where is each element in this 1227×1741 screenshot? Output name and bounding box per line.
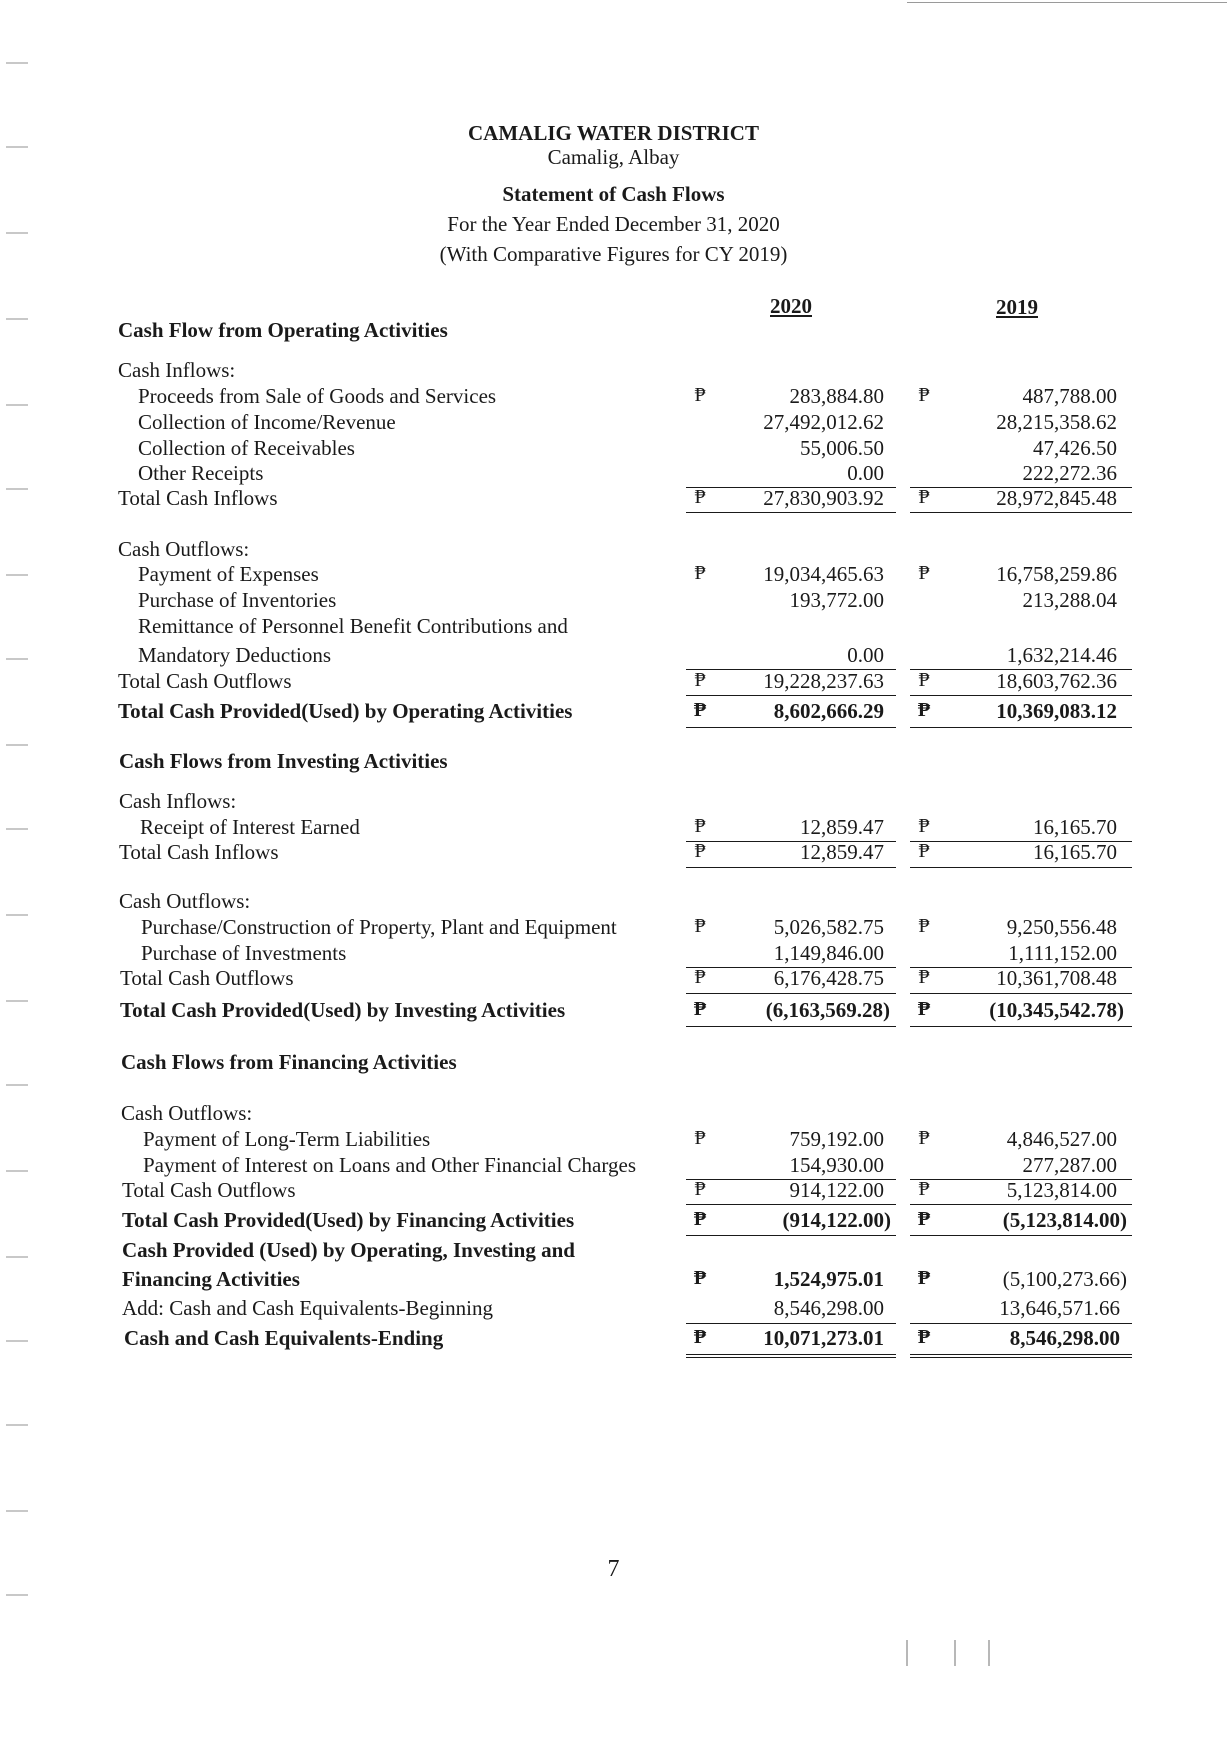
amount-2019: 28,215,358.62 bbox=[996, 410, 1117, 434]
grand-total-double-rule bbox=[910, 1354, 1132, 1358]
total-label: Total Cash Inflows bbox=[119, 840, 279, 864]
amount-2019: 10,361,708.48 bbox=[996, 966, 1117, 990]
peso-sign: ₱ bbox=[917, 699, 931, 721]
line-item bbox=[0, 562, 1227, 589]
section-title: Cash Flows from Financing Activities bbox=[121, 1050, 457, 1074]
peso-sign: ₱ bbox=[693, 1326, 707, 1348]
peso-sign: ₱ bbox=[694, 840, 706, 862]
subtotal-rule bbox=[686, 1323, 896, 1324]
amount-2020: 10,071,273.01 bbox=[763, 1326, 884, 1350]
entity-location: Camalig, Albay bbox=[547, 145, 680, 169]
line-item-label: Other Receipts bbox=[138, 461, 264, 485]
column-heading-2019: 2019 bbox=[996, 295, 1038, 319]
net-total-row bbox=[0, 699, 1227, 726]
scan-tick bbox=[988, 1640, 990, 1666]
net-total-rule bbox=[686, 727, 896, 728]
line-item bbox=[0, 643, 1227, 670]
scan-edge-line bbox=[907, 2, 1227, 3]
scan-tick bbox=[906, 1640, 908, 1666]
amount-2019: 222,272.36 bbox=[1022, 461, 1117, 485]
line-item-label: Purchase/Construction of Property, Plant and Equipment bbox=[141, 915, 617, 939]
amount-2020: 193,772.00 bbox=[789, 588, 884, 612]
amount-2019: 47,426.50 bbox=[1033, 436, 1117, 460]
total-rule bbox=[910, 993, 1132, 994]
statement-title: Statement of Cash Flows bbox=[502, 182, 725, 206]
subsection-label: Cash Outflows: bbox=[118, 537, 250, 561]
peso-sign: ₱ bbox=[918, 486, 930, 508]
amount-2019: (5,123,814.00) bbox=[1002, 1208, 1127, 1232]
line-item bbox=[0, 436, 1227, 463]
total-rule bbox=[910, 695, 1132, 696]
amount-2020: 8,546,298.00 bbox=[773, 1296, 884, 1320]
total-rule bbox=[686, 512, 896, 513]
line-item bbox=[0, 461, 1227, 488]
peso-sign: ₱ bbox=[918, 1127, 930, 1149]
line-item-label: Receipt of Interest Earned bbox=[140, 815, 360, 839]
subsection-heading bbox=[0, 537, 1227, 564]
ending-label: Cash and Cash Equivalents-Ending bbox=[124, 1326, 444, 1350]
statement-period: For the Year Ended December 31, 2020 bbox=[447, 212, 780, 236]
peso-sign: ₱ bbox=[693, 699, 707, 721]
amount-2020: 8,602,666.29 bbox=[773, 699, 884, 723]
line-item-label: Collection of Income/Revenue bbox=[138, 410, 396, 434]
total-row bbox=[0, 966, 1227, 993]
line-item bbox=[0, 410, 1227, 437]
peso-sign: ₱ bbox=[917, 998, 931, 1020]
entity-name: CAMALIG WATER DISTRICT bbox=[468, 121, 759, 145]
amount-2020: 0.00 bbox=[847, 461, 884, 485]
subsection-heading bbox=[0, 889, 1227, 916]
peso-sign: ₱ bbox=[693, 1267, 707, 1289]
section-heading-investing bbox=[0, 749, 1227, 776]
line-item bbox=[0, 1153, 1227, 1180]
amount-2020: 27,830,903.92 bbox=[763, 486, 884, 510]
net-total-rule bbox=[910, 1235, 1132, 1236]
line-item-label: Payment of Interest on Loans and Other Financial Charges bbox=[143, 1153, 636, 1177]
total-rule bbox=[686, 867, 896, 868]
amount-2019: 18,603,762.36 bbox=[996, 669, 1117, 693]
total-rule bbox=[686, 695, 896, 696]
amount-2020: (914,122.00) bbox=[782, 1208, 891, 1232]
amount-2019: 213,288.04 bbox=[1022, 588, 1117, 612]
peso-sign: ₱ bbox=[918, 966, 930, 988]
line-item-label: Payment of Expenses bbox=[138, 562, 319, 586]
amount-2020: 19,228,237.63 bbox=[763, 669, 884, 693]
peso-sign: ₱ bbox=[917, 1208, 931, 1230]
net-total-row bbox=[0, 998, 1227, 1025]
subtotal-rule bbox=[910, 1323, 1132, 1324]
total-rule bbox=[910, 1204, 1132, 1205]
peso-sign: ₱ bbox=[693, 998, 707, 1020]
total-label: Total Cash Outflows bbox=[118, 669, 292, 693]
peso-sign: ₱ bbox=[918, 669, 930, 691]
summary-row-beginning bbox=[0, 1296, 1227, 1323]
combined-label-continued: Financing Activities bbox=[122, 1267, 300, 1291]
peso-sign: ₱ bbox=[918, 840, 930, 862]
section-title: Cash Flows from Investing Activities bbox=[119, 749, 448, 773]
peso-sign: ₱ bbox=[918, 815, 930, 837]
net-total-rule bbox=[686, 1026, 896, 1027]
amount-2020: 759,192.00 bbox=[789, 1127, 884, 1151]
binder-mark bbox=[6, 1510, 28, 1512]
subsection-heading bbox=[0, 789, 1227, 816]
comparative-note: (With Comparative Figures for CY 2019) bbox=[439, 242, 788, 266]
beginning-label: Add: Cash and Cash Equivalents-Beginning bbox=[122, 1296, 493, 1320]
amount-2019: 9,250,556.48 bbox=[1006, 915, 1117, 939]
summary-row-ending bbox=[0, 1326, 1227, 1353]
amount-2019: 28,972,845.48 bbox=[996, 486, 1117, 510]
net-total-rule bbox=[686, 1235, 896, 1236]
line-item-label: Proceeds from Sale of Goods and Services bbox=[138, 384, 497, 408]
total-rule bbox=[686, 993, 896, 994]
amount-2020: (6,163,569.28) bbox=[765, 998, 890, 1022]
section-title: Cash Flow from Operating Activities bbox=[118, 318, 448, 342]
total-row bbox=[0, 840, 1227, 867]
amount-2020: 55,006.50 bbox=[800, 436, 884, 460]
subsection-heading bbox=[0, 358, 1227, 385]
amount-2020: 12,859.47 bbox=[800, 815, 884, 839]
amount-2020: 283,884.80 bbox=[789, 384, 884, 408]
net-total-label: Total Cash Provided(Used) by Operating Activities bbox=[118, 699, 573, 723]
net-total-label: Total Cash Provided(Used) by Financing Activities bbox=[122, 1208, 575, 1232]
net-total-label: Total Cash Provided(Used) by Investing Activities bbox=[120, 998, 566, 1022]
peso-sign: ₱ bbox=[694, 1127, 706, 1149]
amount-2019: (5,100,273.66) bbox=[1002, 1267, 1127, 1291]
net-total-rule bbox=[910, 1026, 1132, 1027]
total-rule bbox=[910, 867, 1132, 868]
summary-heading-wrap bbox=[0, 1238, 1227, 1265]
line-item-wrap bbox=[0, 614, 1227, 641]
summary-row-combined bbox=[0, 1267, 1227, 1294]
net-total-row bbox=[0, 1208, 1227, 1235]
amount-2019: 487,788.00 bbox=[1022, 384, 1117, 408]
column-heading-2020: 2020 bbox=[770, 294, 812, 318]
subsection-label: Cash Inflows: bbox=[119, 789, 237, 813]
peso-sign: ₱ bbox=[918, 915, 930, 937]
peso-sign: ₱ bbox=[693, 1208, 707, 1230]
peso-sign: ₱ bbox=[694, 915, 706, 937]
line-item bbox=[0, 384, 1227, 411]
line-item-label: Payment of Long-Term Liabilities bbox=[143, 1127, 431, 1151]
amount-2019: 16,165.70 bbox=[1033, 840, 1117, 864]
amount-2020: 1,149,846.00 bbox=[773, 941, 884, 965]
line-item bbox=[0, 588, 1227, 615]
amount-2020: 27,492,012.62 bbox=[763, 410, 884, 434]
binder-mark bbox=[6, 1424, 28, 1426]
amount-2020: 1,524,975.01 bbox=[773, 1267, 884, 1291]
peso-sign: ₱ bbox=[918, 562, 930, 584]
section-heading-financing bbox=[0, 1050, 1227, 1077]
amount-2020: 5,026,582.75 bbox=[773, 915, 884, 939]
peso-sign: ₱ bbox=[694, 966, 706, 988]
amount-2020: 12,859.47 bbox=[800, 840, 884, 864]
total-rule bbox=[910, 512, 1132, 513]
line-item-label: Remittance of Personnel Benefit Contributions and bbox=[138, 614, 568, 638]
line-item bbox=[0, 815, 1227, 842]
amount-2020: 6,176,428.75 bbox=[773, 966, 884, 990]
peso-sign: ₱ bbox=[917, 1326, 931, 1348]
amount-2019: (10,345,542.78) bbox=[989, 998, 1124, 1022]
amount-2020: 0.00 bbox=[847, 643, 884, 667]
amount-2019: 5,123,814.00 bbox=[1006, 1178, 1117, 1202]
binder-mark bbox=[6, 1084, 28, 1086]
subsection-label: Cash Inflows: bbox=[118, 358, 236, 382]
amount-2020: 154,930.00 bbox=[789, 1153, 884, 1177]
total-label: Total Cash Outflows bbox=[120, 966, 294, 990]
total-row bbox=[0, 1178, 1227, 1205]
section-heading-operating bbox=[0, 318, 1227, 345]
amount-2019: 13,646,571.66 bbox=[999, 1296, 1120, 1320]
peso-sign: ₱ bbox=[694, 1178, 706, 1200]
amount-2019: 1,111,152.00 bbox=[1008, 941, 1117, 965]
total-label: Total Cash Outflows bbox=[122, 1178, 296, 1202]
peso-sign: ₱ bbox=[918, 384, 930, 406]
page-number: 7 bbox=[607, 1556, 620, 1582]
peso-sign: ₱ bbox=[694, 669, 706, 691]
binder-mark bbox=[6, 1594, 28, 1596]
peso-sign: ₱ bbox=[694, 815, 706, 837]
amount-2020: 914,122.00 bbox=[789, 1178, 884, 1202]
grand-total-double-rule bbox=[686, 1354, 896, 1358]
total-row bbox=[0, 486, 1227, 513]
peso-sign: ₱ bbox=[694, 562, 706, 584]
amount-2019: 1,632,214.46 bbox=[1006, 643, 1117, 667]
line-item-label: Purchase of Inventories bbox=[138, 588, 337, 612]
subsection-heading bbox=[0, 1101, 1227, 1128]
peso-sign: ₱ bbox=[694, 384, 706, 406]
line-item bbox=[0, 1127, 1227, 1154]
amount-2020: 19,034,465.63 bbox=[763, 562, 884, 586]
line-item bbox=[0, 941, 1227, 968]
net-total-rule bbox=[910, 727, 1132, 728]
total-rule bbox=[686, 1204, 896, 1205]
scan-tick bbox=[954, 1640, 956, 1666]
peso-sign: ₱ bbox=[918, 1178, 930, 1200]
amount-2019: 277,287.00 bbox=[1022, 1153, 1117, 1177]
line-item-label: Collection of Receivables bbox=[138, 436, 355, 460]
total-label: Total Cash Inflows bbox=[118, 486, 278, 510]
amount-2019: 16,165.70 bbox=[1033, 815, 1117, 839]
amount-2019: 16,758,259.86 bbox=[996, 562, 1117, 586]
peso-sign: ₱ bbox=[694, 486, 706, 508]
binder-mark bbox=[6, 62, 28, 64]
subsection-label: Cash Outflows: bbox=[121, 1101, 253, 1125]
subsection-label: Cash Outflows: bbox=[119, 889, 251, 913]
binder-mark bbox=[6, 744, 28, 746]
line-item bbox=[0, 915, 1227, 942]
peso-sign: ₱ bbox=[917, 1267, 931, 1289]
total-row bbox=[0, 669, 1227, 696]
combined-label: Cash Provided (Used) by Operating, Investing and bbox=[122, 1238, 575, 1262]
line-item-label: Purchase of Investments bbox=[141, 941, 347, 965]
amount-2019: 4,846,527.00 bbox=[1006, 1127, 1117, 1151]
amount-2019: 10,369,083.12 bbox=[996, 699, 1117, 723]
amount-2019: 8,546,298.00 bbox=[1009, 1326, 1120, 1350]
line-item-label-continued: Mandatory Deductions bbox=[138, 643, 332, 667]
